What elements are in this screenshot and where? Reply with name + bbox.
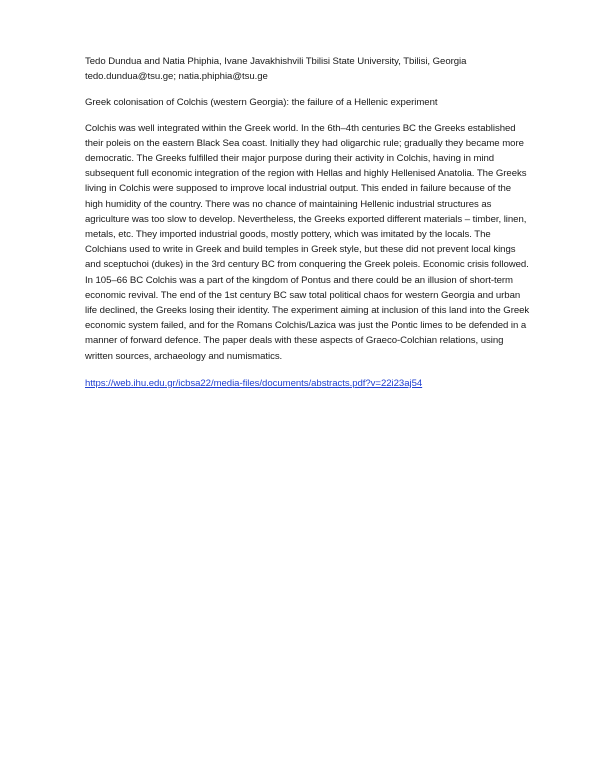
document-page: [85, 54, 530, 391]
authors-line: Tedo Dundua and Natia Phiphia, Ivane Javakhishvili Tbilisi State University, Tbilisi, Georgia: [85, 56, 467, 67]
abstracts-pdf-link[interactable]: https://web.ihu.edu.gr/icbsa22/media-files/documents/abstracts.pdf?v=22i23aj54: [85, 377, 423, 389]
abstract-paragraph: Colchis was well integrated within the Greek world. In the 6th–4th centuries BC the Greeks established their poleis on the eastern Black Sea coast. Initially they had oligarchic rule; gradually they became more democratic. The Greeks fulfilled their major purpose during their activity in Colchis, having in mind subsequent full economic integration of the region with Hellas and highly Hellenised Anatolia. The Greeks living in Colchis were supposed to improve local industrial output. This ended in failure because of the high humidity of the country. There was no chance of maintaining Hellenic industrial structures as agriculture was too slow to develop. Nevertheless, the Greeks exported different materials – timber, linen, metals, etc. They imported industrial goods, mostly pottery, which was imitated by the locals. The Colchians used to write in Greek and build temples in Greek style, but these did not prevent local kings and sceptuchoi (dukes) in the 3rd century BC from conquering the Greek poleis. Economic crisis followed. In 105–66 BC Colchis was a part of the kingdom of Pontus and there could be an illusion of short-term economic revival. The end of the 1st century BC saw total political chaos for western Georgia and urban life declined, the Greeks losing their identity. The experiment aiming at inclusion of this land into the Greek economic system failed, and for the Romans Colchis/Lazica was just the Pontic limes to be defended in a manner of forward defence. The paper deals with these aspects of Graeco-Colchian relations, using written sources, archaeology and numismatics.: [85, 122, 530, 362]
paper-title: Greek colonisation of Colchis (western Georgia): the failure of a Hellenic experiment: [85, 97, 438, 109]
emails-line: tedo.dundua@tsu.ge; natia.phiphia@tsu.ge: [85, 71, 268, 83]
